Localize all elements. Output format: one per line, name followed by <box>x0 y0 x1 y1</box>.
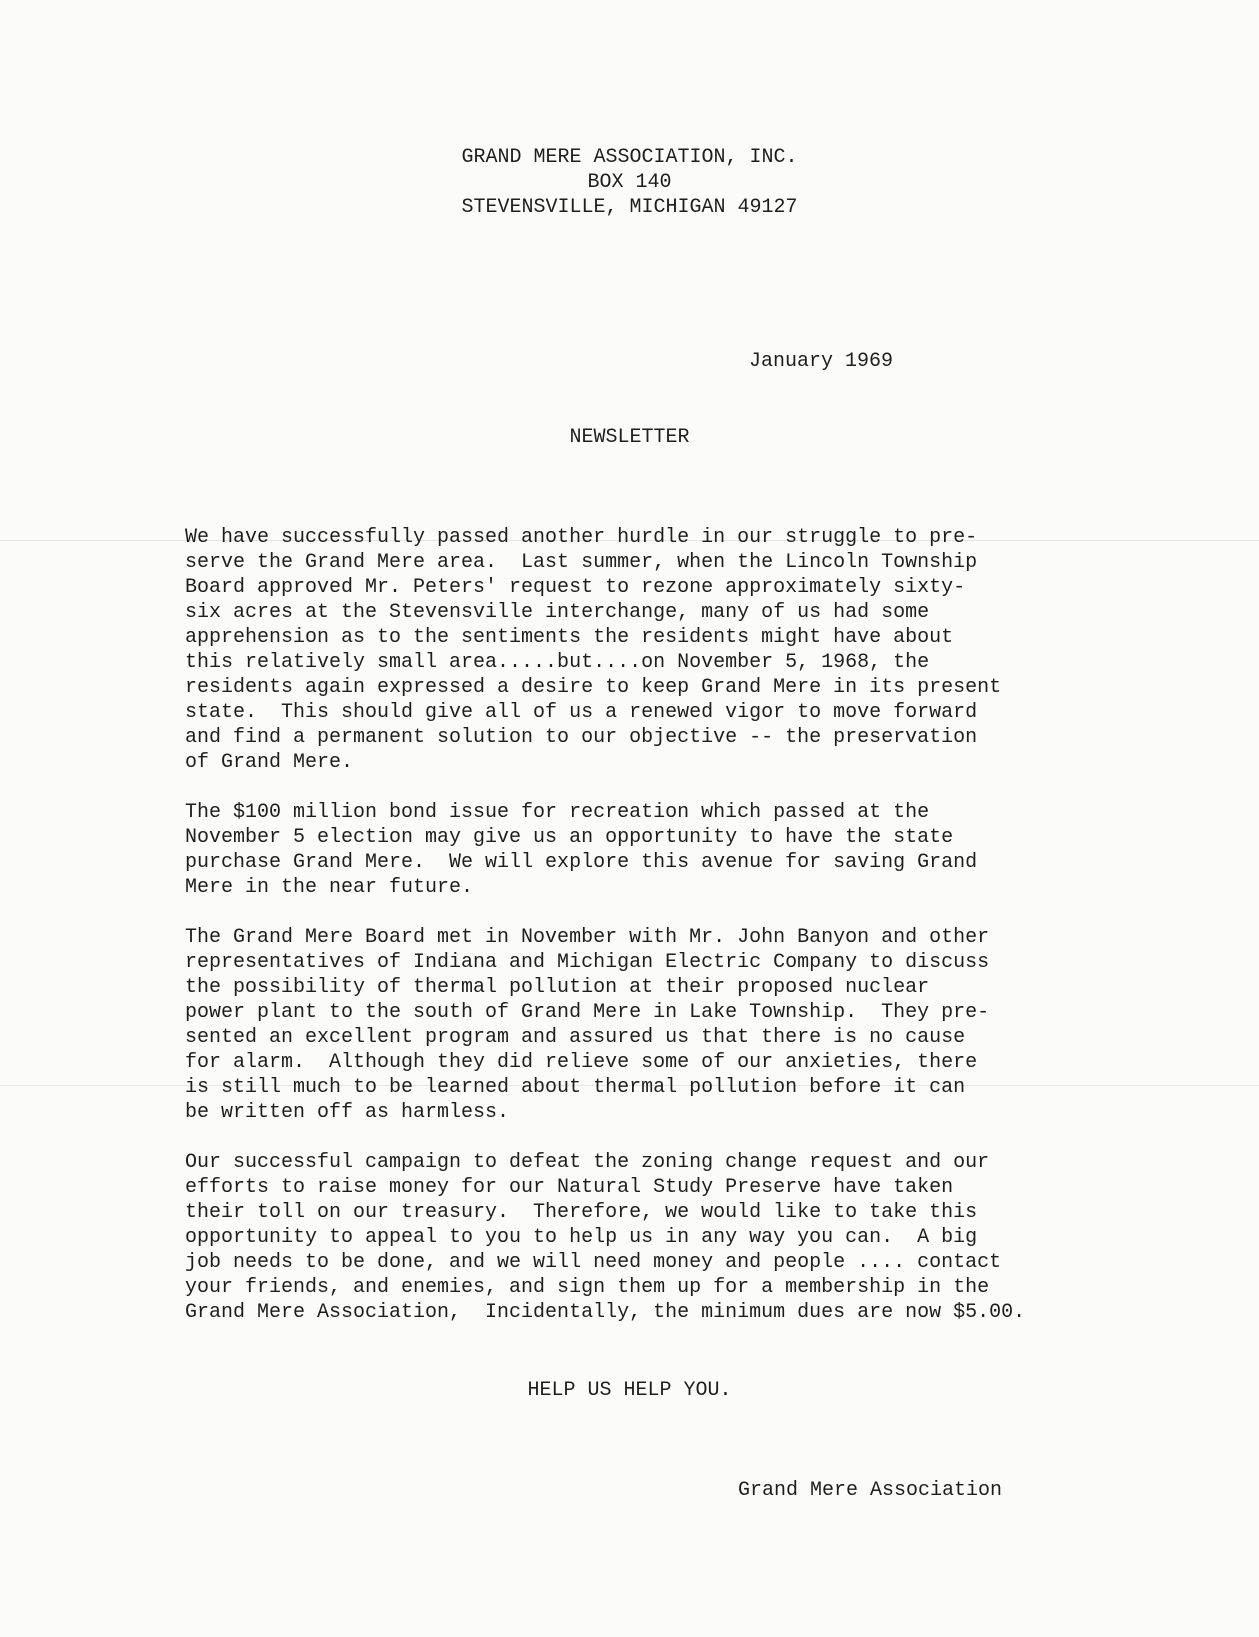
paragraph-4 <box>185 1150 1085 1325</box>
text-line: power plant to the south of Grand Mere in Lake Township. They pre- <box>185 1001 990 1024</box>
text-line: November 5 election may give us an opportunity to have the state <box>185 826 954 849</box>
paragraph-1 <box>185 525 1085 775</box>
text-line: The $100 million bond issue for recreation which passed at the <box>185 801 930 824</box>
newsletter-heading: NEWSLETTER <box>569 426 690 449</box>
text-line: The Grand Mere Board met in November with Mr. John Banyon and other <box>185 926 990 949</box>
text-line: be written off as harmless. <box>185 1101 510 1124</box>
letterhead <box>0 145 1259 220</box>
letterhead-box: BOX 140 <box>587 171 672 194</box>
text-line: for alarm. Although they did relieve some of our anxieties, there <box>185 1051 978 1074</box>
signature: Grand Mere Association <box>738 1479 1003 1502</box>
letter-body <box>185 525 1085 1350</box>
text-line: representatives of Indiana and Michigan Electric Company to discuss <box>185 951 990 974</box>
text-line: serve the Grand Mere area. Last summer, when the Lincoln Township <box>185 551 978 574</box>
text-line: Our successful campaign to defeat the zoning change request and our <box>185 1151 990 1174</box>
text-line: of Grand Mere. <box>185 751 354 774</box>
text-line: the possibility of thermal pollution at their proposed nuclear <box>185 976 930 999</box>
text-line: is still much to be learned about thermal pollution before it can <box>185 1076 966 1099</box>
text-line: and find a permanent solution to our objective -- the preservation <box>185 726 978 749</box>
text-line: opportunity to appeal to you to help us in any way you can. A big <box>185 1226 978 1249</box>
text-line: Mere in the near future. <box>185 876 474 899</box>
text-line: We have successfully passed another hurdle in our struggle to pre- <box>185 526 978 549</box>
closing-appeal: HELP US HELP YOU. <box>527 1379 732 1402</box>
paragraph-3 <box>185 925 1085 1125</box>
letter-date: January 1969 <box>749 350 894 373</box>
letterhead-city: STEVENSVILLE, MICHIGAN 49127 <box>461 196 798 219</box>
paragraph-2 <box>185 800 1085 900</box>
text-line: apprehension as to the sentiments the residents might have about <box>185 626 954 649</box>
text-line: job needs to be done, and we will need money and people .... contact <box>185 1251 1002 1274</box>
text-line: this relatively small area.....but....on November 5, 1968, the <box>185 651 930 674</box>
text-line: sented an excellent program and assured us that there is no cause <box>185 1026 966 1049</box>
text-line: purchase Grand Mere. We will explore this avenue for saving Grand <box>185 851 978 874</box>
text-line: Grand Mere Association, Incidentally, the minimum dues are now $5.00. <box>185 1301 1026 1324</box>
text-line: efforts to raise money for our Natural Study Preserve have taken <box>185 1176 954 1199</box>
text-line: their toll on our treasury. Therefore, we would like to take this <box>185 1201 978 1224</box>
letterhead-organization: GRAND MERE ASSOCIATION, INC. <box>461 146 798 169</box>
text-line: Board approved Mr. Peters' request to rezone approximately sixty- <box>185 576 966 599</box>
text-line: residents again expressed a desire to keep Grand Mere in its present <box>185 676 1002 699</box>
text-line: your friends, and enemies, and sign them up for a membership in the <box>185 1276 990 1299</box>
text-line: state. This should give all of us a renewed vigor to move forward <box>185 701 978 724</box>
text-line: six acres at the Stevensville interchange, many of us had some <box>185 601 930 624</box>
